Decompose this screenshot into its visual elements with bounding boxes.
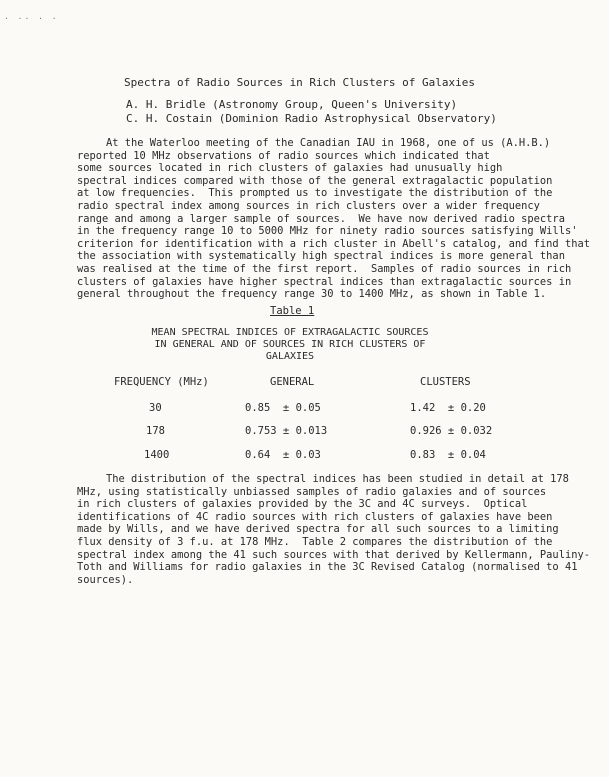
text-line: some sources located in rich clusters of galaxies had unusually high (77, 162, 503, 175)
table-cell-frequency: 1400 (144, 449, 170, 461)
text-line: at low frequencies. This prompted us to investigate the distribution of the (77, 187, 553, 200)
table-cell-clusters: 0.83 ± 0.04 (410, 449, 486, 461)
caption-line: GALAXIES (265, 351, 315, 362)
header-clusters: CLUSTERS (420, 376, 471, 388)
text-line: general throughout the frequency range 30 to 1400 MHz, as shown in Table 1. (77, 288, 547, 301)
table-cell-general: 0.85 ± 0.05 (245, 402, 321, 414)
corner-mark: · ·· · · (4, 14, 59, 23)
table-label: Table 1 (270, 305, 315, 317)
author-line: C. H. Costain (Dominion Radio Astrophysical Observatory) (126, 112, 497, 125)
paper-title: Spectra of Radio Sources in Rich Clusters of Galaxies (124, 76, 475, 89)
text-line: range and among a larger sample of sources. We have now derived radio spectra (77, 212, 565, 225)
table-cell-frequency: 30 (149, 402, 162, 414)
text-line: identifications of 4C radio sources with rich clusters of galaxies have been (77, 510, 553, 523)
text-line: At the Waterloo meeting of the Canadian IAU in 1968, one of us (A.H.B.) (106, 137, 551, 149)
table-cell-clusters: 1.42 ± 0.20 (410, 402, 486, 414)
header-general: GENERAL (270, 376, 315, 388)
text-line: Toth and Williams for radio galaxies in the 3C Revised Catalog (normalised to 41 (77, 561, 578, 574)
table-cell-frequency: 178 (146, 425, 165, 437)
text-line: reported 10 MHz observations of radio sources which indicated that (77, 149, 490, 162)
text-line: in rich clusters of galaxies provided by the 3C and 4C surveys. Optical (77, 498, 528, 511)
text-line: clusters of galaxies have higher spectral indices than extragalactic sources in (77, 275, 572, 288)
caption-line: MEAN SPECTRAL INDICES OF EXTRAGALACTIC SOURCES (151, 327, 429, 338)
text-line: sources). (77, 573, 134, 586)
caption-line: IN GENERAL AND OF SOURCES IN RICH CLUSTERS OF (154, 339, 426, 350)
text-line: criterion for identification with a rich cluster in Abell's catalog, and find that (77, 237, 590, 250)
author-list (126, 98, 497, 126)
text-line: MHz, using statistically unbiassed samples of radio galaxies and of sources (77, 485, 547, 498)
text-line: The distribution of the spectral indices has been studied in detail at 178 (106, 473, 569, 485)
text-line: spectral index among the 41 such sources with that derived by Kellermann, Pauliny- (77, 548, 590, 561)
header-frequency: FREQUENCY (MHz) (114, 376, 209, 388)
text-line: flux density of 3 f.u. at 178 MHz. Table 2 compares the distribution of the (77, 535, 553, 548)
text-line: was realised at the time of the first report. Samples of radio sources in rich (77, 262, 572, 275)
table-cell-general: 0.64 ± 0.03 (245, 449, 321, 461)
text-line: made by Wills, and we have derived spectra for all such sources to a limiting (77, 523, 559, 536)
discussion-paragraph (77, 473, 607, 586)
text-line: spectral indices compared with those of the general extragalactic population (77, 174, 553, 187)
text-line: the association with systematically high spectral indices is more general than (77, 250, 565, 263)
text-line: in the frequency range 10 to 5000 MHz for ninety radio sources satisfying Wills' (77, 225, 578, 238)
table-caption (120, 327, 460, 363)
intro-paragraph (77, 137, 607, 301)
table-cell-clusters: 0.926 ± 0.032 (410, 425, 493, 437)
author-line: A. H. Bridle (Astronomy Group, Queen's University) (126, 98, 458, 111)
text-line: radio spectral index among sources in rich clusters over a wider frequency (77, 199, 540, 212)
table-cell-general: 0.753 ± 0.013 (245, 425, 328, 437)
